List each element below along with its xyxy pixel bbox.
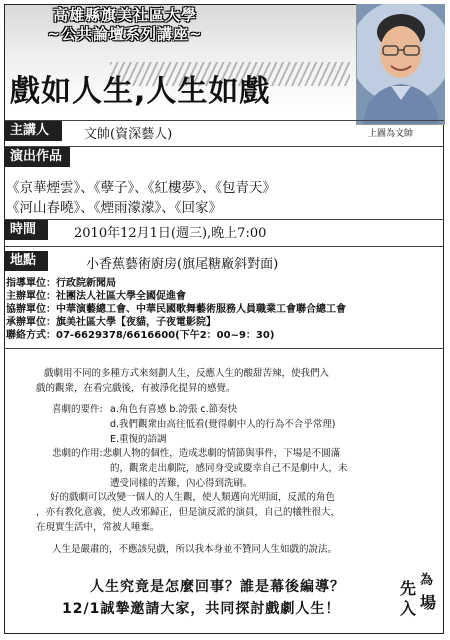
host-unit: 主辦單位：社團法人社區大學全國促進會 <box>6 291 186 302</box>
tragedy-paragraph <box>52 446 348 491</box>
closing-question: 人生究竟是怎麼回事？誰是幕後編導？ <box>90 579 345 595</box>
university-name: 高雄縣旗美社區大學 <box>52 6 197 24</box>
good-drama-line: 在現實生活中，常被人唾棄。 <box>36 522 160 533</box>
organizer-unit: 承辦單位：旗美社區大學【夜貓，子夜電影院】 <box>6 317 216 328</box>
speaker-portrait-icon <box>357 4 445 124</box>
comedy-list <box>110 402 335 447</box>
stamp-char: 入 <box>400 599 417 618</box>
list-item: E.重復的語調 <box>110 434 167 445</box>
place-label: 地點 <box>4 251 48 271</box>
good-drama-line: ，亦有教化意義，使人改邪歸正，但是演反派的演員，自己的犧牲很大， <box>36 507 341 518</box>
speaker-name: 文帥(資深藝人) <box>84 127 173 142</box>
intro-line: 戲劇用不同的多種方式來刻劃人生，反應人生的酸甜苦辣，使我們入 <box>44 368 330 379</box>
works-label: 演出作品 <box>4 147 70 167</box>
stamp-char: 場 <box>420 593 437 612</box>
calligraphy-stamp <box>392 570 444 632</box>
list-item: d.我們觀衆由高往低看(覺得劇中人的行為不合乎常理) <box>110 419 336 430</box>
university-banner <box>10 6 240 44</box>
speaker-label: 主講人 <box>4 121 62 141</box>
guidance-unit: 指導單位：行政院新聞局 <box>6 278 116 289</box>
event-time: 2010年12月1日(週三),晚上7:00 <box>74 226 267 241</box>
good-drama-paragraph <box>36 490 340 535</box>
stamp-char: 為 <box>420 573 434 588</box>
page-title: 戲如人生,人生如戲 <box>10 74 271 109</box>
divider <box>4 146 444 147</box>
speaker-photo <box>356 4 445 125</box>
event-place: 小香蕉藝術廚房(旗尾糖廠斜對面) <box>86 257 279 272</box>
intro-line: 戲的觀衆，在看完戲後，有被淨化提昇的感覺。 <box>36 383 236 394</box>
list-item: a.角色有喜感 b.誇張 c.節奏快 <box>110 404 238 415</box>
good-drama-line: 好的戲劇可以改變一個人的人生觀，使人類邁向光明面，反派的角色 <box>50 492 336 503</box>
tragedy-line: 的，觀衆走出劇院，感同身受或慶幸自己不是劇中人，未 <box>110 463 348 474</box>
tragedy-line: 遭受同樣的苦難，內心得到洗刷。 <box>110 478 253 489</box>
organizer-info <box>6 277 346 342</box>
life-is-serious-line: 人生是嚴肅的，不應該兒戲，所以我本身並不贊同人生如戲的說法。 <box>52 544 338 555</box>
contact-info: 聯絡方式：07-6629378/6616600(下午2：00~9：30) <box>6 330 275 341</box>
closing-invitation: 12/1誠摯邀請大家，共同探討戲劇人生！ <box>62 601 341 617</box>
divider <box>4 219 444 220</box>
divider <box>4 120 444 121</box>
intro-paragraph <box>36 366 330 396</box>
works-line-2: 《河山春曉》、《煙雨濛濛》、《回家》 <box>6 200 222 216</box>
time-label: 時間 <box>4 220 48 240</box>
comedy-label: 喜劇的要件: <box>52 404 103 415</box>
tragedy-line: 悲劇的作用:悲劇人物的個性，造成悲劇的情節與事件，下場是不圓滿 <box>52 448 341 459</box>
divider <box>4 348 444 349</box>
lecture-series: ~公共論壇系列講座~ <box>47 25 203 43</box>
stamp-char: 先 <box>400 579 417 598</box>
photo-caption: 上圖為文帥 <box>368 129 414 139</box>
divider <box>4 246 444 247</box>
co-host-unit: 協辦單位：中華演藝總工會、中華民國歌舞藝術服務人員職業工會聯合總工會 <box>6 304 346 315</box>
works-line-1: 《京華煙雲》、《孽子》、《紅樓夢》、《包青天》 <box>6 180 276 196</box>
